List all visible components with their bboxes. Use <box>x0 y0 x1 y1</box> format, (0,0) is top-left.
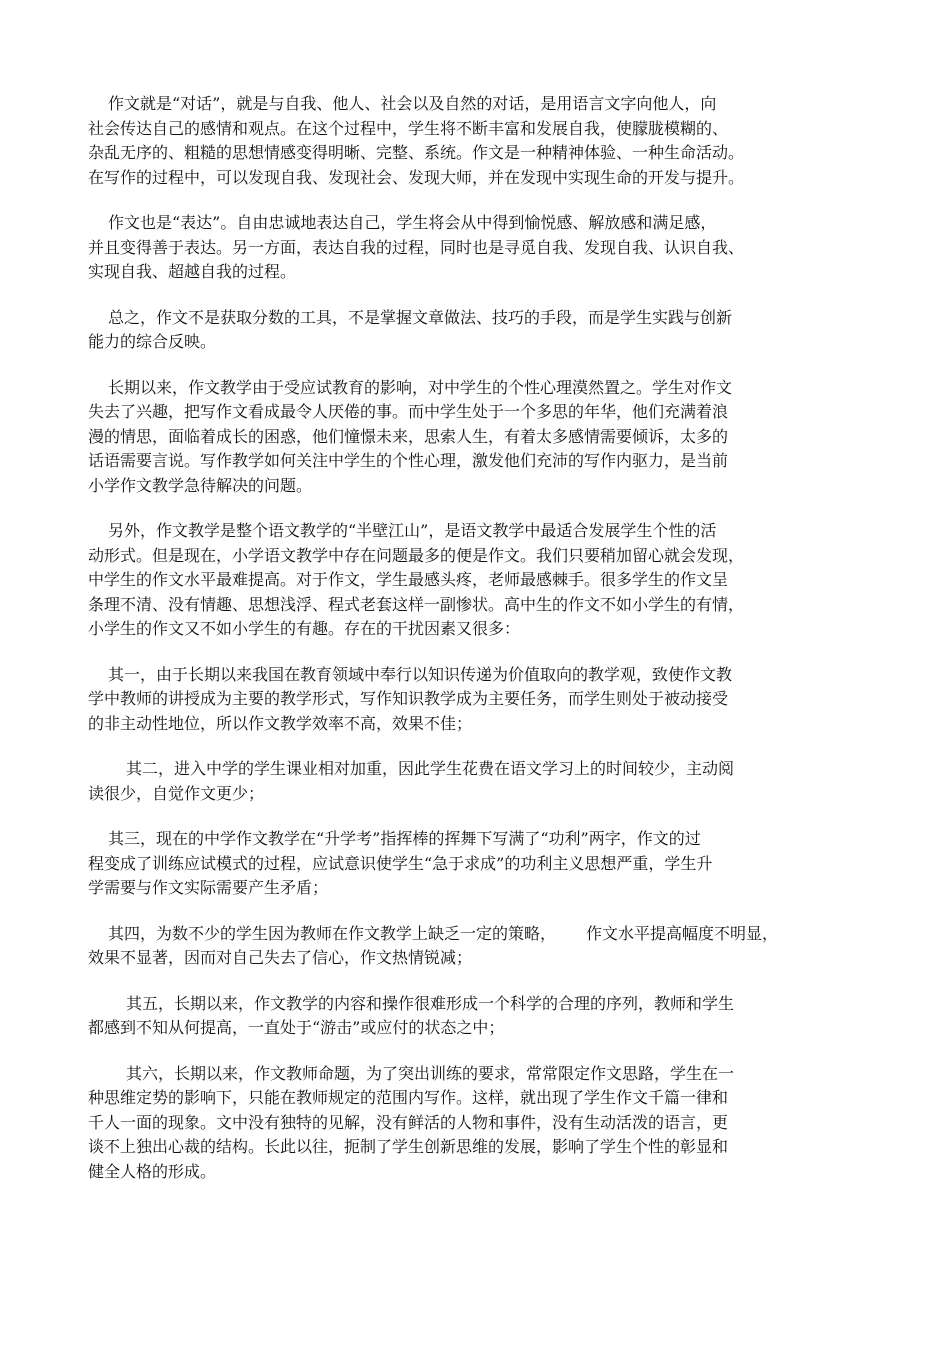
text-line: 漫的情思，面临着成长的困惑，他们憧憬未来，思索人生，有着太多感情需要倾诉，太多的 <box>88 426 729 446</box>
paragraph-factor-5 <box>88 992 850 1041</box>
text-line: 总之，作文不是获取分数的工具，不是掌握文章做法、技巧的手段，而是学生实践与创新 <box>108 307 733 327</box>
text-line <box>88 922 850 947</box>
text-line: 并且变得善于表达。另一方面，表达自我的过程，同时也是寻觅自我、发现自我、认识自我、 <box>88 237 745 257</box>
text-line: 其六，长期以来，作文教师命题，为了突出训练的要求，常常限定作文思路，学生在一 <box>126 1063 735 1083</box>
document-body <box>88 92 850 1184</box>
text-line: 健全人格的形成。 <box>88 1161 217 1181</box>
paragraph-additionally <box>88 519 850 642</box>
text-line: 其五，长期以来，作文教学的内容和操作很难形成一个科学的合理的序列，教师和学生 <box>126 993 735 1013</box>
text-line: 社会传达自己的感情和观点。在这个过程中，学生将不断丰富和发展自我，使朦胧模糊的、 <box>88 118 729 138</box>
text-line: 另外，作文教学是整个语文教学的“半壁江山”，是语文教学中最适合发展学生个性的活 <box>108 521 717 540</box>
text-line: 能力的综合反映。 <box>88 332 217 351</box>
text-line: 小学作文教学急待解决的问题。 <box>88 475 313 495</box>
text-line: 谈不上独出心裁的结构。长此以往，扼制了学生创新思维的发展，影响了学生个性的彰显和 <box>88 1137 729 1156</box>
text-line: 学中教师的讲授成为主要的教学形式，写作知识教学成为主要任务，而学生则处于被动接受 <box>88 689 729 708</box>
text-line: 长期以来，作文教学由于受应试教育的影响，对中学生的个性心理漠然置之。学生对作文 <box>108 377 733 397</box>
text-line: 作文也是“表达”。自由忠诚地表达自己，学生将会从中得到愉悦感、解放感和满足感， <box>108 213 717 232</box>
text-line: 在写作的过程中，可以发现自我、发现社会、发现大师，并在发现中实现生命的开发与提升。 <box>88 167 745 187</box>
text-line: 效果不显著，因而对自己失去了信心，作文热情锐减； <box>88 948 473 967</box>
text-line: 小学生的作文又不如小学生的有趣。存在的干扰因素又很多： <box>88 619 521 638</box>
text-line: 其二，进入中学的学生课业相对加重，因此学生花费在语文学习上的时间较少，主动阅 <box>126 759 735 778</box>
text-line: 程变成了训练应试模式的过程，应试意识使学生“急于求成”的功利主义思想严重，学生升 <box>88 853 713 873</box>
paragraph-factor-2 <box>88 757 850 806</box>
paragraph-factor-3 <box>88 827 850 901</box>
text-line: 千人一面的现象。文中没有独特的见解，没有鲜活的人物和事件，没有生动活泼的语言，更 <box>88 1112 729 1132</box>
text-line: 种思维定势的影响下，只能在教师规定的范围内写作。这样，就出现了学生作文千篇一律和 <box>88 1088 729 1107</box>
text-line: 读很少，自觉作文更少； <box>88 783 265 803</box>
text-line: 学需要与作文实际需要产生矛盾； <box>88 878 329 897</box>
text-line: 其三，现在的中学作文教学在“升学考”指挥棒的挥舞下写满了“功利”两字，作文的过 <box>108 829 701 848</box>
text-line: 话语需要言说。写作教学如何关注中学生的个性心理，激发他们充沛的写作内驱力，是当前 <box>88 451 729 470</box>
paragraph-factor-6 <box>88 1062 850 1185</box>
text-segment: 作文水平提高幅度不明显， <box>586 923 779 943</box>
text-line: 其一，由于长期以来我国在教育领域中奉行以知识传递为价值取向的教学观，致使作文教 <box>108 664 733 684</box>
text-line: 实现自我、超越自我的过程。 <box>88 262 297 281</box>
text-line: 动形式。但是现在，小学语文教学中存在问题最多的便是作文。我们只要稍加留心就会发现， <box>88 545 745 565</box>
paragraph-factor-1 <box>88 663 850 737</box>
text-line: 都感到不知从何提高，一直处于“游击”或应付的状态之中； <box>88 1018 505 1037</box>
text-line: 杂乱无序的、粗糙的思想情感变得明晰、完整、系统。作文是一种精神体验、一种生命活动。 <box>88 143 745 162</box>
paragraph-dialogue <box>88 92 850 190</box>
text-line: 条理不清、没有情趣、思想浅浮、程式老套这样一副惨状。高中生的作文不如小学生的有情， <box>88 594 745 614</box>
paragraph-factor-4 <box>88 922 850 971</box>
paragraph-summary <box>88 306 850 355</box>
text-line: 失去了兴趣，把写作文看成最令人厌倦的事。而中学生处于一个多思的年华，他们充满着浪 <box>88 402 729 421</box>
text-segment: 其四，为数不少的学生因为教师在作文教学上缺乏一定的策略， <box>108 923 557 943</box>
paragraph-expression <box>88 211 850 285</box>
text-line: 中学生的作文水平最难提高。对于作文，学生最感头疼，老师最感棘手。很多学生的作文呈 <box>88 570 729 589</box>
paragraph-long-term <box>88 376 850 499</box>
text-line: 的非主动性地位，所以作文教学效率不高，效果不佳； <box>88 713 473 733</box>
text-line: 作文就是“对话”，就是与自我、他人、社会以及自然的对话，是用语言文字向他人，向 <box>108 94 717 113</box>
